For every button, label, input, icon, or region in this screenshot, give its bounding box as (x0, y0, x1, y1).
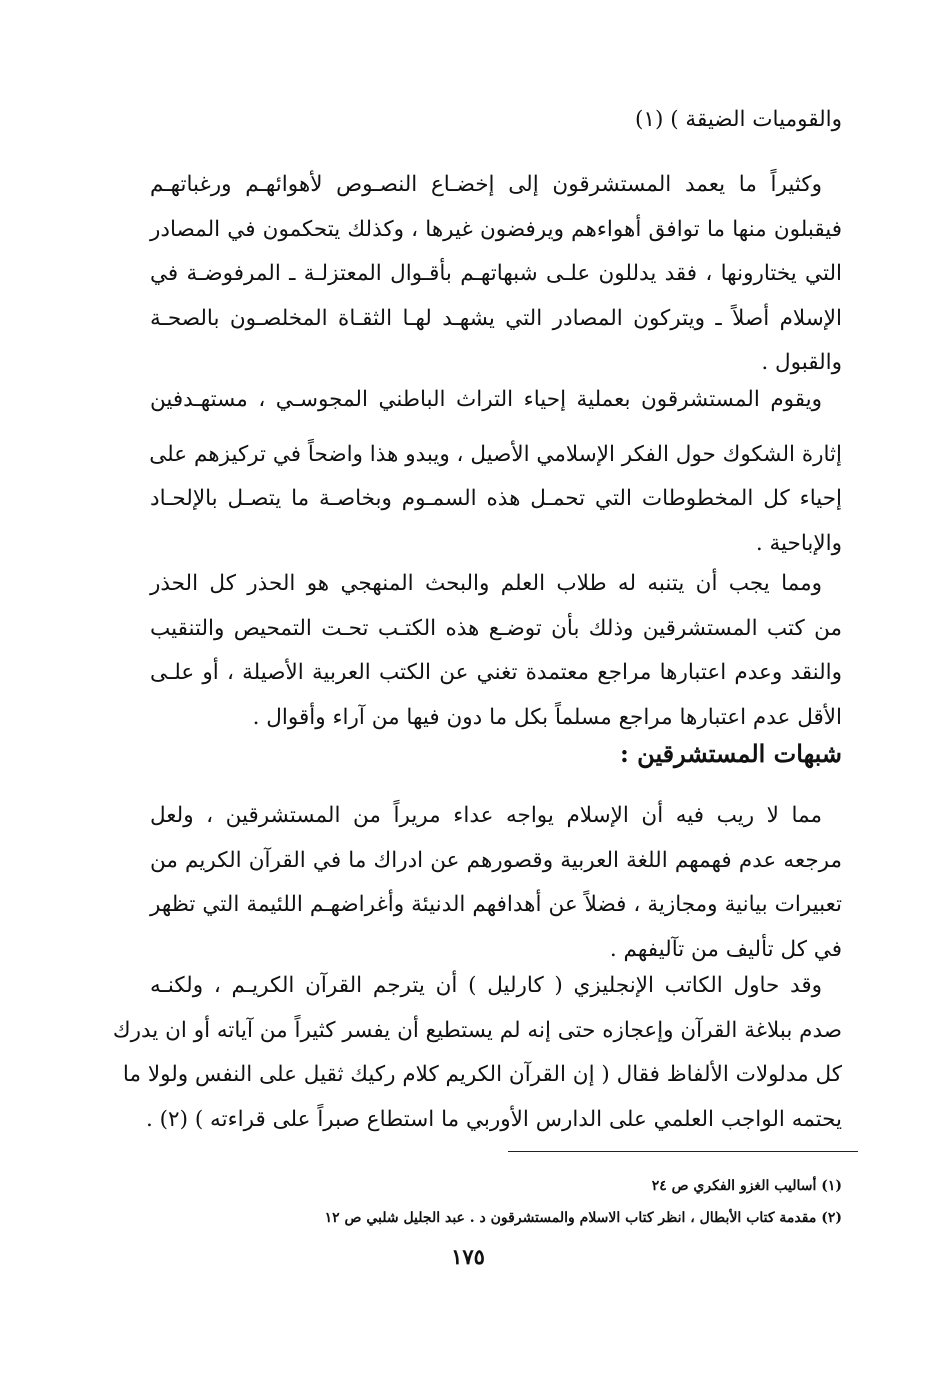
text-line: إثارة الشكوك حول الفكر الإسلامي الأصيل ، ويبدو هذا واضحاً في تركيزهم على (149, 441, 842, 467)
page-number: ١٧٥ (451, 1244, 485, 1269)
text-line: إحياء كل المخطوطات التي تحمـل هذه السمـوم وبخاصـة ما يتصـل بالإلحـاد (150, 486, 842, 511)
text-line: مرجعه عدم فهمهم اللغة العربية وقصورهم عن ادراك ما في القرآن الكريم من (150, 847, 842, 873)
text-line: صدم ببلاغة القرآن وإعجازه حتى إنه لم يستطيع أن يفسر كثيراً من آياته أو ان يدرك (112, 1017, 842, 1043)
text-line: ويقوم المستشرقون بعملية إحياء التراث الباطني المجوسـي ، مستهـدفين (150, 387, 822, 412)
text-line: وقد حاول الكاتب الإنجليزي ( كارليل ) أن يترجم القرآن الكريـم ، ولكنـه (150, 973, 822, 998)
text-line: التي يختارونها ، فقد يدللون علـى شبهاتهـم بأقـوال المعتزلـة ـ المرفوضـة في (150, 261, 842, 286)
footnote-2: (٢) مقدمة كتاب الأبطال ، انظر كتاب الاسلام والمستشرقون د . عبد الجليل شلبي ص ١٢ (324, 1210, 842, 1226)
text-line: تعبيرات بيانية ومجازية ، فضلاً عن أهدافهم الدنيئة وأغراضهـم اللئيمة التي تظهر (150, 892, 842, 917)
section-heading: شبهات المستشرقين : (619, 739, 842, 768)
text-line: والقوميات الضيقة ) (١) (635, 107, 842, 132)
text-line: فيقبلون منها ما توافق أهواءهم ويرفضون غيرها ، وكذلك يتحكمون في المصادر (150, 216, 842, 242)
text-line: الإسلام أصلاً ـ ويتركون المصادر التي يشهـد لهـا الثقـاة المخلصـون بالصحـة (150, 305, 842, 331)
footnote-divider (508, 1151, 858, 1152)
text-line: الأقل عدم اعتبارها مراجع مسلماً بكل ما دون فيها من آراء وأقوال . (252, 704, 842, 730)
text-line: كل مدلولات الألفاظ فقال ( إن القرآن الكريم كلام ركيك ثقيل على النفس ولولا ما (122, 1062, 842, 1087)
paragraph-1 (150, 163, 842, 386)
text-line: في كل تأليف من تآليفهم . (609, 936, 842, 962)
continuation-line (150, 98, 842, 143)
text-line: وكثيراً ما يعمد المستشرقون إلى إخضـاع النصـوص لأهوائهـم ورغباتهـم (150, 172, 822, 197)
paragraph-5 (112, 964, 842, 1142)
text-line: يحتمه الواجب العلمي على الدارس الأوربي ما استطاع صبراً على قراءته ) (٢) . (145, 1106, 842, 1132)
text-line: والقبول . (761, 350, 842, 375)
footnotes (150, 1170, 842, 1234)
footnote-1: (١) أساليب الغزو الفكري ص ٢٤ (651, 1178, 842, 1194)
paragraph-4 (150, 794, 842, 972)
text-line: من كتب المستشرقين وذلك بأن توضـع هذه الكتـب تحـت التمحيص والتنقيب (150, 615, 842, 641)
paragraph-3 (150, 562, 842, 740)
text-line: مما لا ريب فيه أن الإسلام يواجه عداء مريراً من المستشرقين ، ولعل (150, 803, 822, 828)
text-line: ومما يجب أن يتنبه له طلاب العلم والبحث المنهجي هو الحذر كل الحذر (150, 571, 822, 596)
text-line: والنقد وعدم اعتبارها مراجع معتمدة تغني عن الكتب العربية الأصيلة ، أو علـى (150, 660, 842, 685)
paragraph-2 (150, 378, 842, 566)
text-line: والإباحية . (755, 530, 842, 556)
